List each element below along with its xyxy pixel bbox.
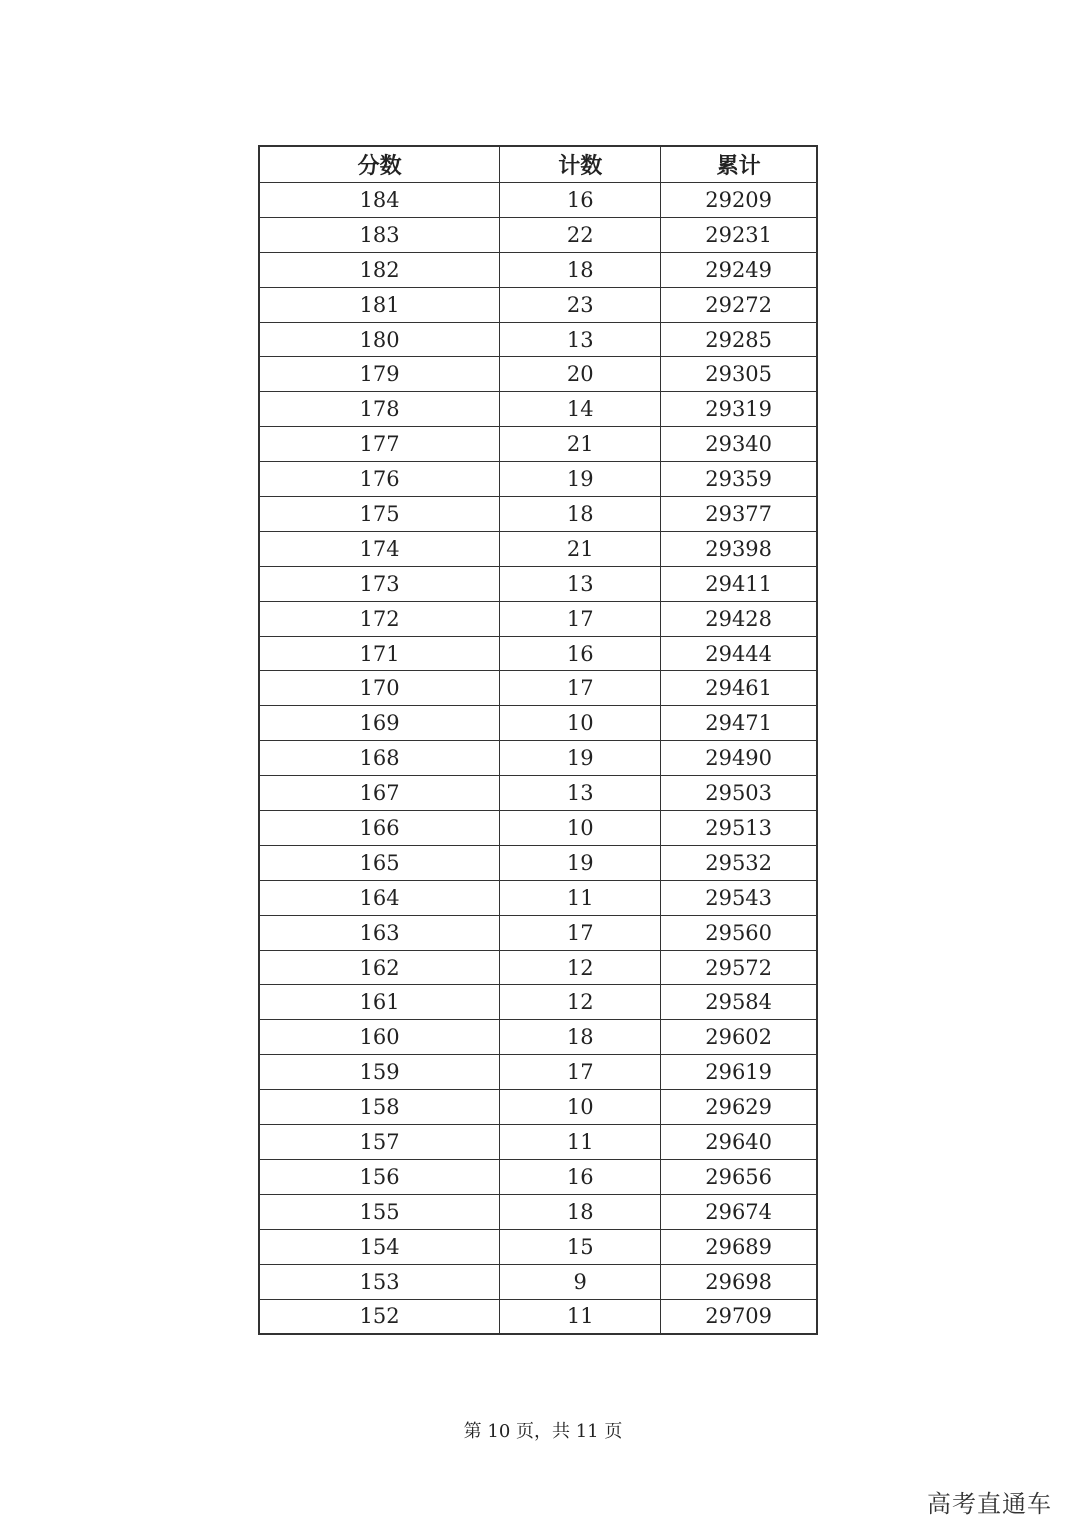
cell-cumulative: 29377 <box>661 497 817 532</box>
table-row <box>259 776 817 811</box>
table-row <box>259 287 817 322</box>
cell-count: 14 <box>500 392 661 427</box>
cell-count: 19 <box>500 741 661 776</box>
cell-count: 12 <box>500 950 661 985</box>
cell-cumulative: 29359 <box>661 462 817 497</box>
cell-cumulative: 29543 <box>661 880 817 915</box>
cell-score: 153 <box>259 1264 500 1299</box>
cell-count: 17 <box>500 915 661 950</box>
cell-cumulative: 29698 <box>661 1264 817 1299</box>
cell-count: 21 <box>500 427 661 462</box>
cell-count: 18 <box>500 1020 661 1055</box>
cell-cumulative: 29461 <box>661 671 817 706</box>
cell-score: 181 <box>259 287 500 322</box>
cell-count: 16 <box>500 1159 661 1194</box>
cell-cumulative: 29305 <box>661 357 817 392</box>
cell-count: 13 <box>500 566 661 601</box>
cell-score: 162 <box>259 950 500 985</box>
table-row <box>259 497 817 532</box>
cell-cumulative: 29584 <box>661 985 817 1020</box>
cell-count: 16 <box>500 183 661 218</box>
table-row <box>259 1299 817 1334</box>
cell-cumulative: 29272 <box>661 287 817 322</box>
cell-cumulative: 29656 <box>661 1159 817 1194</box>
cell-cumulative: 29689 <box>661 1229 817 1264</box>
cell-count: 20 <box>500 357 661 392</box>
cell-count: 23 <box>500 287 661 322</box>
table-row <box>259 1159 817 1194</box>
cell-cumulative: 29319 <box>661 392 817 427</box>
table-row <box>259 462 817 497</box>
cell-cumulative: 29411 <box>661 566 817 601</box>
table-row <box>259 183 817 218</box>
table-row <box>259 1194 817 1229</box>
cell-cumulative: 29640 <box>661 1125 817 1160</box>
table-row <box>259 950 817 985</box>
cell-score: 164 <box>259 880 500 915</box>
table-row <box>259 322 817 357</box>
cell-count: 9 <box>500 1264 661 1299</box>
table-row <box>259 1125 817 1160</box>
table-row <box>259 357 817 392</box>
cell-score: 161 <box>259 985 500 1020</box>
cell-cumulative: 29572 <box>661 950 817 985</box>
cell-score: 167 <box>259 776 500 811</box>
table-row <box>259 252 817 287</box>
cell-cumulative: 29490 <box>661 741 817 776</box>
cell-cumulative: 29602 <box>661 1020 817 1055</box>
table-row <box>259 636 817 671</box>
header-cumulative: 累计 <box>661 146 817 183</box>
table-header-row <box>259 146 817 183</box>
table-row <box>259 531 817 566</box>
cell-cumulative: 29340 <box>661 427 817 462</box>
cell-score: 163 <box>259 915 500 950</box>
cell-count: 17 <box>500 1055 661 1090</box>
cell-count: 21 <box>500 531 661 566</box>
header-count: 计数 <box>500 146 661 183</box>
cell-cumulative: 29249 <box>661 252 817 287</box>
cell-count: 13 <box>500 322 661 357</box>
page-number: 第 10 页，共 11 页 <box>463 1421 623 1442</box>
cell-score: 176 <box>259 462 500 497</box>
cell-score: 183 <box>259 217 500 252</box>
cell-count: 17 <box>500 671 661 706</box>
cell-count: 17 <box>500 601 661 636</box>
cell-count: 10 <box>500 1090 661 1125</box>
cell-score: 166 <box>259 811 500 846</box>
cell-score: 160 <box>259 1020 500 1055</box>
cell-score: 154 <box>259 1229 500 1264</box>
cell-score: 180 <box>259 322 500 357</box>
cell-score: 168 <box>259 741 500 776</box>
cell-cumulative: 29231 <box>661 217 817 252</box>
cell-cumulative: 29285 <box>661 322 817 357</box>
cell-count: 16 <box>500 636 661 671</box>
cell-score: 177 <box>259 427 500 462</box>
cell-cumulative: 29503 <box>661 776 817 811</box>
table-row <box>259 845 817 880</box>
cell-cumulative: 29513 <box>661 811 817 846</box>
table-row <box>259 1264 817 1299</box>
cell-cumulative: 29398 <box>661 531 817 566</box>
cell-cumulative: 29428 <box>661 601 817 636</box>
cell-count: 13 <box>500 776 661 811</box>
cell-score: 174 <box>259 531 500 566</box>
cell-cumulative: 29560 <box>661 915 817 950</box>
header-score: 分数 <box>259 146 500 183</box>
cell-score: 165 <box>259 845 500 880</box>
cell-score: 159 <box>259 1055 500 1090</box>
cell-cumulative: 29709 <box>661 1299 817 1334</box>
score-table <box>258 145 818 1335</box>
cell-count: 15 <box>500 1229 661 1264</box>
cell-cumulative: 29209 <box>661 183 817 218</box>
cell-count: 19 <box>500 845 661 880</box>
table-row <box>259 1055 817 1090</box>
cell-count: 19 <box>500 462 661 497</box>
table-row <box>259 1090 817 1125</box>
cell-count: 10 <box>500 811 661 846</box>
cell-cumulative: 29471 <box>661 706 817 741</box>
cell-score: 155 <box>259 1194 500 1229</box>
cell-count: 22 <box>500 217 661 252</box>
cell-count: 18 <box>500 497 661 532</box>
cell-score: 170 <box>259 671 500 706</box>
table-row <box>259 811 817 846</box>
cell-count: 11 <box>500 1125 661 1160</box>
cell-count: 10 <box>500 706 661 741</box>
cell-score: 158 <box>259 1090 500 1125</box>
cell-cumulative: 29619 <box>661 1055 817 1090</box>
cell-count: 18 <box>500 1194 661 1229</box>
cell-count: 12 <box>500 985 661 1020</box>
cell-cumulative: 29532 <box>661 845 817 880</box>
table-row <box>259 392 817 427</box>
cell-cumulative: 29444 <box>661 636 817 671</box>
cell-score: 172 <box>259 601 500 636</box>
table-row <box>259 217 817 252</box>
cell-score: 152 <box>259 1299 500 1334</box>
cell-score: 178 <box>259 392 500 427</box>
table-row <box>259 1229 817 1264</box>
cell-score: 156 <box>259 1159 500 1194</box>
cell-score: 169 <box>259 706 500 741</box>
cell-count: 11 <box>500 1299 661 1334</box>
cell-count: 18 <box>500 252 661 287</box>
table-row <box>259 880 817 915</box>
watermark: 高考直通车 <box>927 1490 1052 1518</box>
cell-score: 175 <box>259 497 500 532</box>
table-row <box>259 741 817 776</box>
table-row <box>259 915 817 950</box>
cell-score: 179 <box>259 357 500 392</box>
cell-count: 11 <box>500 880 661 915</box>
table-row <box>259 601 817 636</box>
cell-score: 184 <box>259 183 500 218</box>
cell-score: 171 <box>259 636 500 671</box>
table-row <box>259 706 817 741</box>
cell-cumulative: 29629 <box>661 1090 817 1125</box>
cell-score: 173 <box>259 566 500 601</box>
table-row <box>259 566 817 601</box>
table-row <box>259 427 817 462</box>
cell-score: 157 <box>259 1125 500 1160</box>
table-row <box>259 671 817 706</box>
table-row <box>259 1020 817 1055</box>
table-row <box>259 985 817 1020</box>
cell-cumulative: 29674 <box>661 1194 817 1229</box>
cell-score: 182 <box>259 252 500 287</box>
